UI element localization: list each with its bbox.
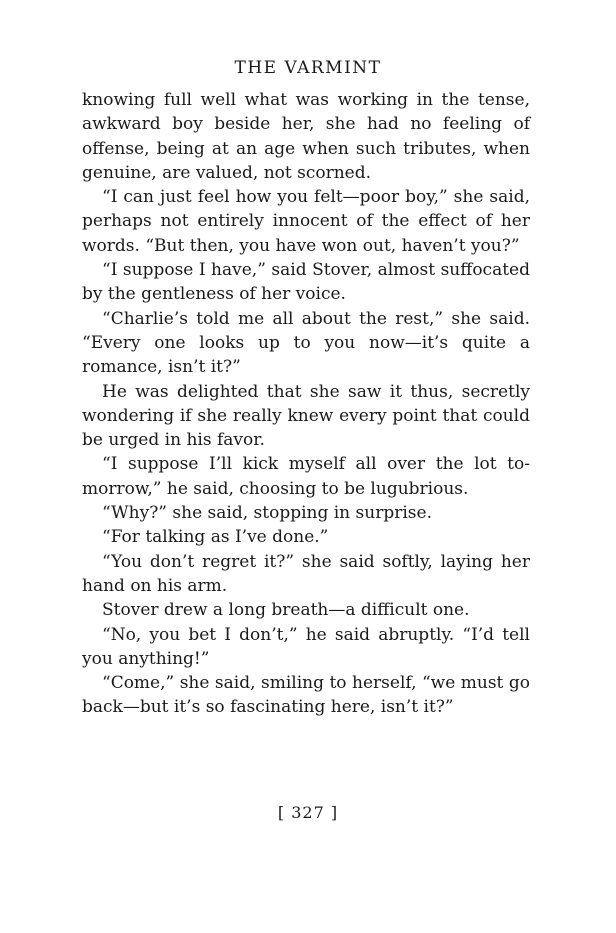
paragraph: “I suppose I’ll kick myself all over the lot to-morrow,” he said, choosing to be lugubrious.	[82, 454, 530, 499]
paragraph: “Come,” she said, smiling to herself, “we must go back—but it’s so fascinating here, isn’t it?”	[82, 673, 530, 718]
paragraph: “No, you bet I don’t,” he said abruptly. “I’d tell you anything!”	[82, 624, 530, 669]
paragraph: “Charlie’s told me all about the rest,” she said. “Every one looks up to you now—it’s quite a romance, isn’t it?”	[82, 308, 530, 378]
body-text	[82, 88, 530, 720]
paragraph: “I can just feel how you felt—poor boy,” she said, perhaps not entirely innocent of the effect of her words. “But then, you have won out, haven’t you?”	[82, 187, 530, 256]
page-number: [ 327 ]	[277, 803, 339, 822]
paragraph: He was delighted that she saw it thus, secretly wondering if she really knew every point that could be urged in his favor.	[82, 381, 530, 451]
paragraph: “Why?” she said, stopping in surprise.	[102, 503, 432, 524]
paragraph: knowing full well what was working in the tense, awkward boy beside her, she had no feeling of offense, being at an age when such tributes, when genuine, are valued, not scorned.	[82, 90, 530, 183]
paragraph: “For talking as I’ve done.”	[102, 527, 329, 548]
paragraph: “I suppose I have,” said Stover, almost suffocated by the gentleness of her voice.	[82, 260, 530, 305]
paragraph: Stover drew a long breath—a difficult one.	[102, 600, 470, 621]
running-head: THE VARMINT	[234, 58, 382, 78]
paragraph: “You don’t regret it?” she said softly, laying her hand on his arm.	[82, 551, 530, 596]
